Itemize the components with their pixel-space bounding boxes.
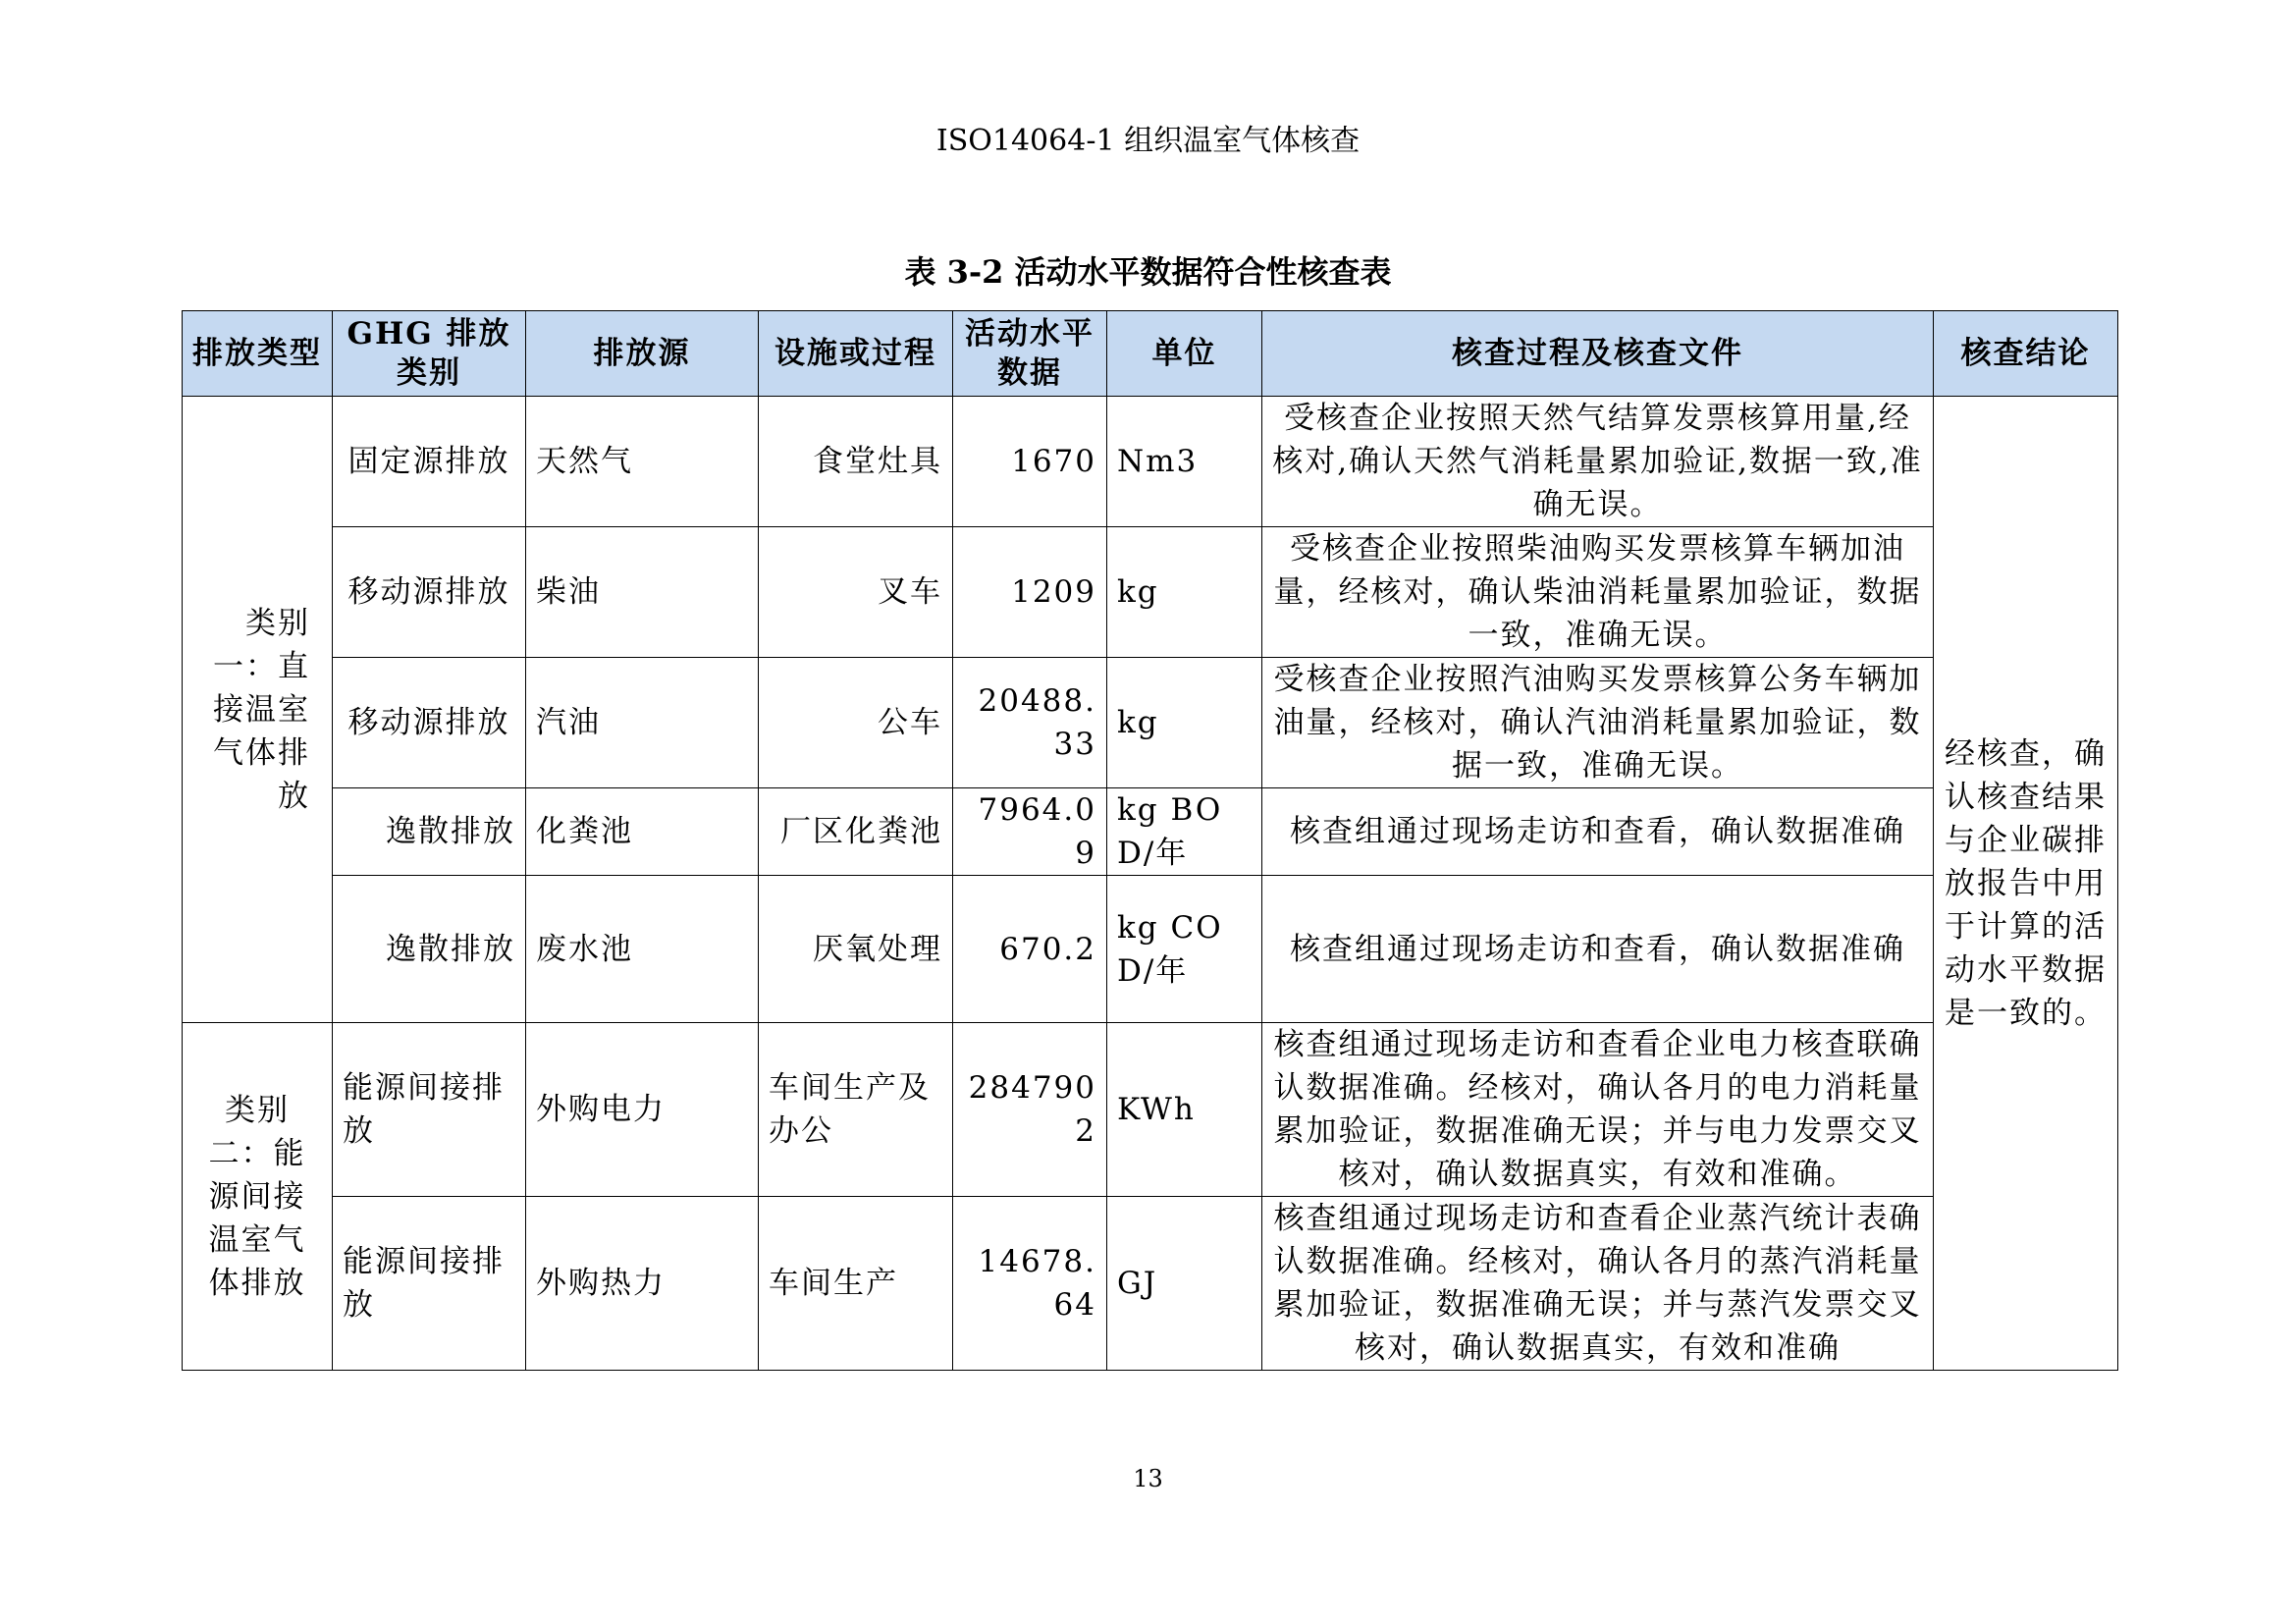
- ghg-category-cell: 固定源排放: [333, 397, 526, 527]
- category-two-cell: [183, 1023, 333, 1371]
- value-cell: 1670: [953, 397, 1107, 527]
- value-cell: 20488.33: [953, 658, 1107, 788]
- table-row: [183, 1023, 2118, 1197]
- unit-cell: Nm3: [1107, 397, 1262, 527]
- col-header-unit: 单位: [1107, 311, 1262, 397]
- desc-cell: 受核查企业按照天然气结算发票核算用量,经核对,确认天然气消耗量累加验证,数据一致,准确无误。: [1262, 397, 1934, 527]
- desc-cell: 受核查企业按照汽油购买发票核算公务车辆加油量，经核对，确认汽油消耗量累加验证，数据一致，准确无误。: [1262, 658, 1934, 788]
- table-caption: 表 3-2 活动水平数据符合性核查表: [904, 253, 1392, 291]
- conclusion-cell: 经核查，确认核查结果与企业碳排放报告中用于计算的活动水平数据是一致的。: [1934, 397, 2118, 1371]
- category-label: 类别一：直接温室气体排放: [213, 605, 310, 814]
- facility-cell: 车间生产及办公: [759, 1023, 953, 1197]
- category-label: 类别二：能源间接温室气体排放: [208, 1092, 306, 1301]
- col-header-facility: 设施或过程: [759, 311, 953, 397]
- ghg-category-cell: 移动源排放: [333, 658, 526, 788]
- value-cell: 14678.64: [953, 1197, 1107, 1371]
- unit-cell: KWh: [1107, 1023, 1262, 1197]
- ghg-category-cell: 移动源排放: [333, 527, 526, 658]
- table-row: [183, 397, 2118, 527]
- unit-cell: GJ: [1107, 1197, 1262, 1371]
- source-cell: 天然气: [526, 397, 759, 527]
- unit-cell: kg: [1107, 527, 1262, 658]
- table-row: [183, 527, 2118, 658]
- page-number: 13: [1133, 1465, 1163, 1492]
- unit-cell: kg: [1107, 658, 1262, 788]
- facility-cell: 公车: [759, 658, 953, 788]
- col-header-activity-data: 活动水平数据: [953, 311, 1107, 397]
- source-cell: 外购热力: [526, 1197, 759, 1371]
- facility-cell: 厂区化粪池: [759, 788, 953, 876]
- unit-cell: kg COD/年: [1107, 876, 1262, 1023]
- source-cell: 化粪池: [526, 788, 759, 876]
- value-cell: 670.2: [953, 876, 1107, 1023]
- value-cell: 1209: [953, 527, 1107, 658]
- col-header-emission-type: 排放类型: [183, 311, 333, 397]
- ghg-category-cell: 逸散排放: [333, 788, 526, 876]
- table-row: [183, 1197, 2118, 1371]
- facility-cell: 厌氧处理: [759, 876, 953, 1023]
- running-header: ISO14064-1 组织温室气体核查: [935, 124, 1361, 158]
- desc-cell: 核查组通过现场走访和查看企业电力核查联确认数据准确。经核对，确认各月的电力消耗量累加验证，数据准确无误；并与电力发票交叉核对，确认数据真实，有效和准确。: [1262, 1023, 1934, 1197]
- ghg-category-cell: 能源间接排放: [333, 1023, 526, 1197]
- value-cell: 7964.09: [953, 788, 1107, 876]
- value-cell: 2847902: [953, 1023, 1107, 1197]
- col-header-emission-source: 排放源: [526, 311, 759, 397]
- unit-cell: kg BOD/年: [1107, 788, 1262, 876]
- ghg-category-cell: 能源间接排放: [333, 1197, 526, 1371]
- desc-cell: 核查组通过现场走访和查看企业蒸汽统计表确认数据准确。经核对，确认各月的蒸汽消耗量累加验证，数据准确无误；并与蒸汽发票交叉核对，确认数据真实，有效和准确: [1262, 1197, 1934, 1371]
- desc-cell: 核查组通过现场走访和查看，确认数据准确: [1262, 788, 1934, 876]
- col-header-ghg-category: GHG 排放类别: [333, 311, 526, 397]
- table-row: [183, 876, 2118, 1023]
- table-row: [183, 788, 2118, 876]
- source-cell: 柴油: [526, 527, 759, 658]
- desc-cell: 核查组通过现场走访和查看，确认数据准确: [1262, 876, 1934, 1023]
- source-cell: 外购电力: [526, 1023, 759, 1197]
- col-header-conclusion: 核查结论: [1934, 311, 2118, 397]
- facility-cell: 叉车: [759, 527, 953, 658]
- table-row: [183, 658, 2118, 788]
- facility-cell: 食堂灶具: [759, 397, 953, 527]
- col-header-verification-process: 核查过程及核查文件: [1262, 311, 1934, 397]
- source-cell: 汽油: [526, 658, 759, 788]
- facility-cell: 车间生产: [759, 1197, 953, 1371]
- activity-data-table: [182, 310, 2118, 1371]
- source-cell: 废水池: [526, 876, 759, 1023]
- category-one-cell: [183, 397, 333, 1023]
- ghg-category-cell: 逸散排放: [333, 876, 526, 1023]
- header-row: [183, 311, 2118, 397]
- desc-cell: 受核查企业按照柴油购买发票核算车辆加油量，经核对，确认柴油消耗量累加验证，数据一致，准确无误。: [1262, 527, 1934, 658]
